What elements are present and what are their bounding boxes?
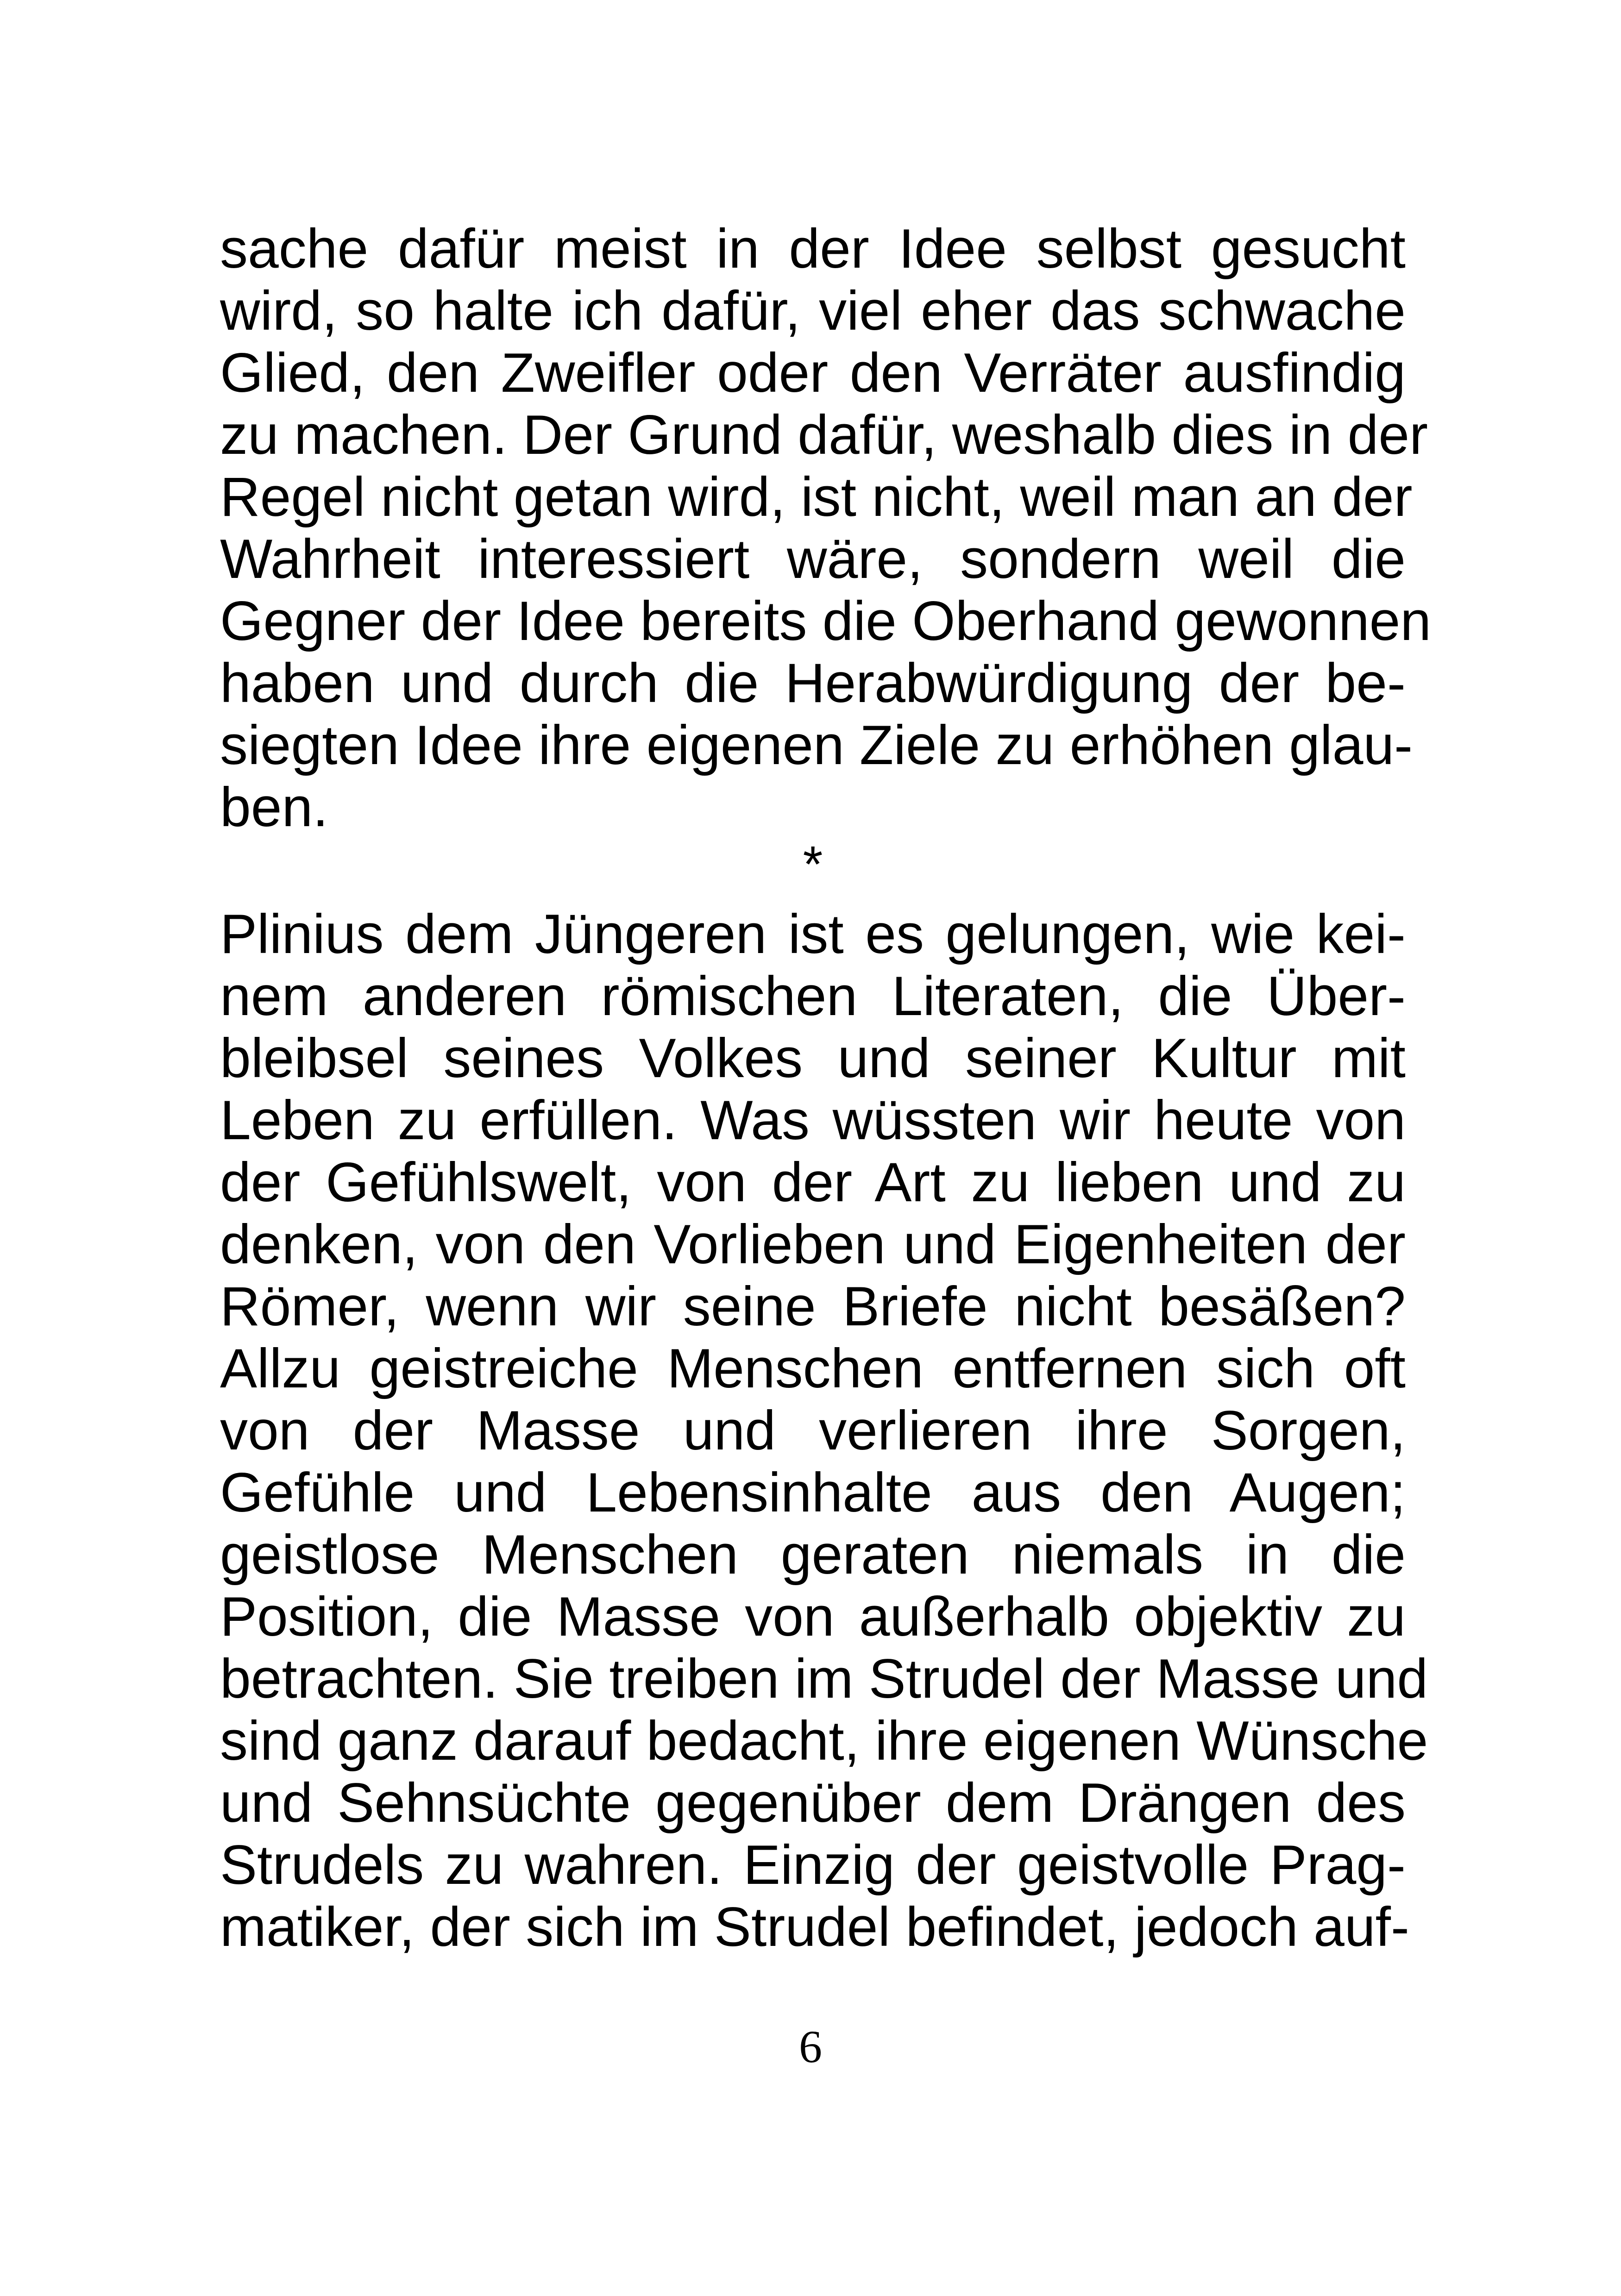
text-line: denken, von den Vorlieben und Eigenheiten der <box>220 1213 1406 1275</box>
text-line: von der Masse und verlieren ihre Sorgen, <box>220 1399 1406 1462</box>
text-line: Wahrheit interessiert wäre, sondern weil die <box>220 528 1406 590</box>
text-line: Gefühle und Lebensinhalte aus den Augen; <box>220 1462 1406 1524</box>
text-line: haben und durch die Herabwürdigung der be- <box>220 652 1406 714</box>
text-line: zu machen. Der Grund dafür, weshalb dies in der <box>220 404 1428 466</box>
text-line: geistlose Menschen geraten niemals in die <box>220 1524 1406 1586</box>
paragraph-1 <box>220 218 1432 838</box>
paragraph-2 <box>220 903 1428 1958</box>
text-line: Strudels zu wahren. Einzig der geistvolle Prag- <box>220 1834 1406 1896</box>
text-line: bleibsel seines Volkes und seiner Kultur mit <box>220 1027 1406 1089</box>
text-line: betrachten. Sie treiben im Strudel der Masse und <box>220 1648 1428 1710</box>
text-line: Regel nicht getan wird, ist nicht, weil man an der <box>220 466 1413 528</box>
text-line: Römer, wenn wir seine Briefe nicht besäßen? <box>220 1275 1406 1337</box>
section-separator: * <box>803 836 823 893</box>
text-line: nem anderen römischen Literaten, die Über- <box>220 965 1406 1027</box>
text-line: matiker, der sich im Strudel befindet, jedoch auf- <box>220 1896 1409 1958</box>
text-line: wird, so halte ich dafür, viel eher das schwache <box>220 280 1406 342</box>
text-line: Leben zu erfüllen. Was wüssten wir heute von <box>220 1089 1406 1151</box>
text-line: siegten Idee ihre eigenen Ziele zu erhöhen glau- <box>220 714 1413 776</box>
text-line: Allzu geistreiche Menschen entfernen sich oft <box>220 1337 1406 1399</box>
text-line: Position, die Masse von außerhalb objektiv zu <box>220 1586 1406 1648</box>
text-line: Glied, den Zweifler oder den Verräter ausfindig <box>220 342 1406 404</box>
text-line: sind ganz darauf bedacht, ihre eigenen Wünsche <box>220 1710 1428 1772</box>
text-line: der Gefühlswelt, von der Art zu lieben und zu <box>220 1151 1406 1213</box>
text-line: ben. <box>220 776 328 838</box>
text-line: Gegner der Idee bereits die Oberhand gewonnen <box>220 590 1432 652</box>
text-line: Plinius dem Jüngeren ist es gelungen, wie kei- <box>220 903 1406 965</box>
text-line: sache dafür meist in der Idee selbst gesucht <box>220 218 1406 280</box>
page-number: 6 <box>799 2021 822 2072</box>
text-line: und Sehnsüchte gegenüber dem Drängen des <box>220 1772 1406 1834</box>
